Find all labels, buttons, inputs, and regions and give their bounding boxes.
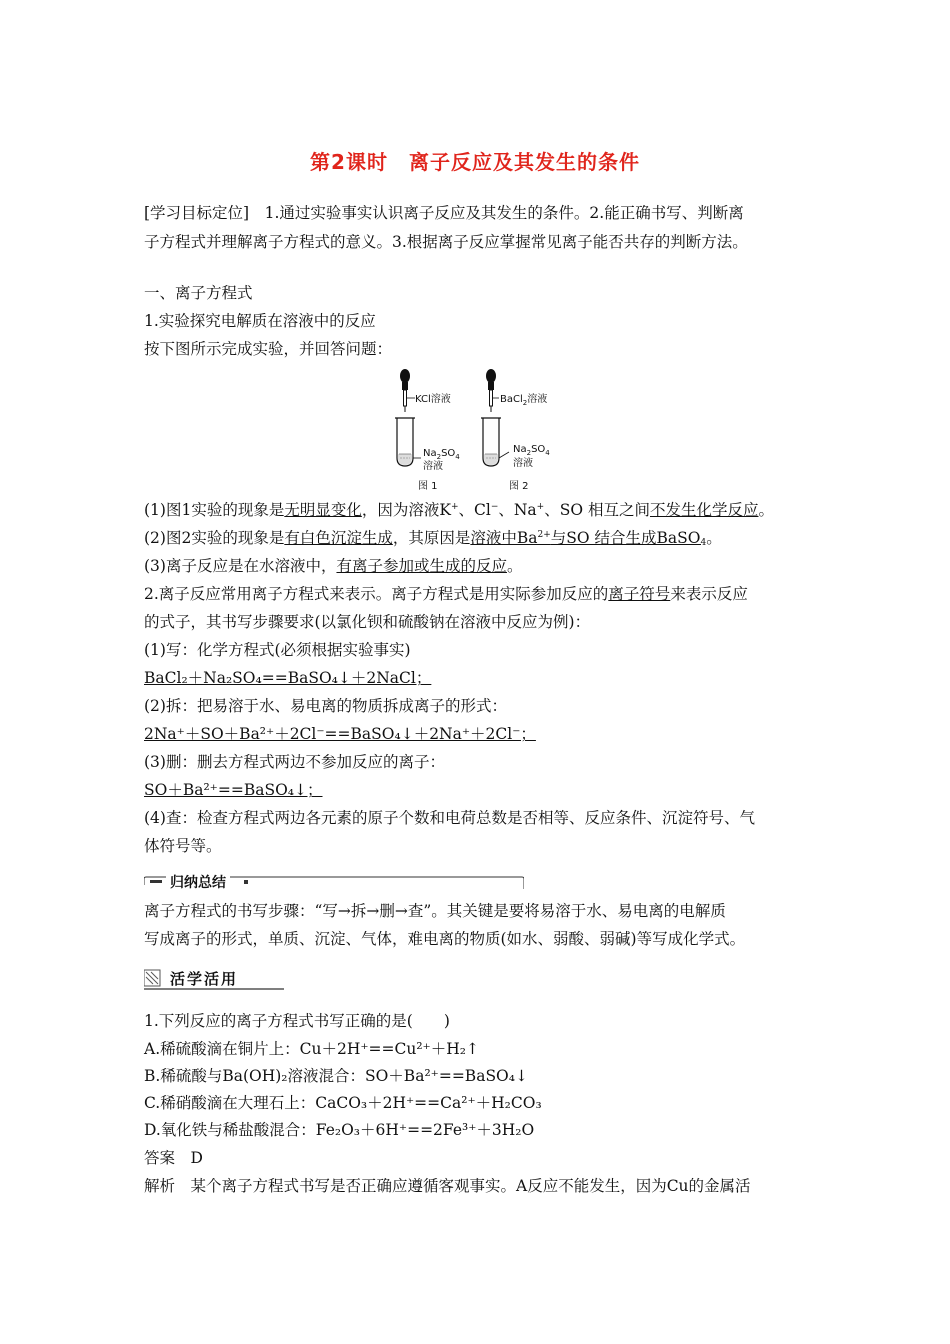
instruction-text: 按下图所示完成实验，并回答问题： [144, 340, 393, 358]
right-tube-label: $Na_2SO_4$ [513, 444, 550, 457]
objectives-line-1 [144, 203, 744, 223]
summary-label: 归纳总结 [166, 872, 230, 892]
step-write: (1)写：化学方程式(必须根据实验事实) [144, 641, 411, 659]
left-tube-label-2: 溶液 [423, 461, 443, 472]
experiment-figure [385, 362, 565, 494]
summary-header [144, 875, 524, 891]
equation-delete: SO＋Ba²⁺==BaSO₄↓； [144, 781, 323, 799]
answer-blank: 离子符号 [608, 585, 671, 603]
question-1-line: (1)图1实验的现象是无明显变化，因为溶液K+、Cl−、Na+、SO 相互之间不发生化学反应。 [144, 501, 775, 519]
dropper-right-icon [486, 369, 499, 412]
option-c: C.稀硝酸滴在大理石上：CaCO₃＋2H⁺==Ca²⁺＋H₂CO₃ [144, 1094, 542, 1112]
test-tube-right-icon [481, 418, 509, 466]
option-d: D.氧化铁与稀盐酸混合：Fe₂O₃＋6H⁺==2Fe³⁺＋3H₂O [144, 1121, 535, 1139]
question-2-line: (2)图2实验的现象是有白色沉淀生成，其原因是溶液中$Ba^{2+}$与SO 结合生成BaSO$_4$。 [144, 529, 722, 548]
paragraph-2-line-1: 2.离子反应常用离子方程式来表示。离子方程式是用实际参加反应的离子符号来表示反应 [144, 585, 748, 603]
summary-line-1: 离子方程式的书写步骤：“写→拆→删→查”。其关键是要将易溶于水、易电离的电解质 [144, 902, 726, 920]
right-reagent-label: BaCl$_2$溶液 [500, 394, 548, 407]
analysis-line: 解析 某个离子方程式书写是否正确应遵循客观事实。A反应不能发生，因为Cu的金属活 [144, 1177, 751, 1195]
step-check-2: 体符号等。 [144, 837, 222, 855]
question-stem: 1.下列反应的离子方程式书写正确的是( ) [144, 1012, 450, 1030]
figure-2-caption: 图 2 [509, 481, 529, 492]
answer-blank: 溶液中$Ba^{2+}$与SO 结合生成BaSO$_4$ [470, 529, 707, 548]
objectives-label: [学习目标定位] [144, 204, 250, 222]
step-delete: (3)删：删去方程式两边不参加反应的离子： [144, 753, 445, 771]
answer-blank: 有离子参加或生成的反应 [336, 557, 507, 575]
activity-label: 活学活用 [170, 970, 239, 988]
page-title: 第2课时 离子反应及其发生的条件 [310, 150, 640, 174]
experiment-diagram [385, 362, 565, 494]
equation-split: 2Na⁺＋SO＋Ba²⁺＋2Cl⁻==BaSO₄↓＋2Na⁺＋2Cl⁻； [144, 725, 536, 743]
option-a: A.稀硫酸滴在铜片上：Cu＋2H⁺==Cu²⁺＋H₂↑ [144, 1040, 479, 1058]
objectives-text-1: 1.通过实验事实认识离子反应及其发生的条件。2.能正确书写、判断离 [249, 204, 744, 222]
objectives-line-2: 子方程式并理解离子方程式的意义。3.根据离子反应掌握常见离子能否共存的判断方法。 [144, 233, 748, 251]
answer-blank: 无明显变化 [284, 501, 362, 519]
answer-blank: 有白色沉淀生成 [284, 529, 393, 547]
option-b: B.稀硫酸与Ba(OH)₂溶液混合：SO＋Ba²⁺==BaSO₄↓ [144, 1067, 528, 1085]
activity-header [144, 967, 284, 991]
answer-line: 答案 D [144, 1149, 203, 1167]
figure-1-caption: 图 1 [418, 481, 438, 492]
paragraph-2-line-2: 的式子，其书写步骤要求(以氯化钡和硫酸钠在溶液中反应为例)： [144, 613, 591, 631]
dropper-left-icon [400, 369, 415, 412]
section-heading: 一、离子方程式 [144, 284, 253, 302]
summary-line-2: 写成离子的形式，单质、沉淀、气体，难电离的物质(如水、弱酸、弱碱)等写成化学式。 [144, 930, 746, 948]
test-tube-left-icon [395, 418, 421, 466]
right-tube-label-2: 溶液 [513, 458, 533, 469]
left-tube-label: $Na_2SO_4$ [423, 448, 460, 461]
left-reagent-label: KCl溶液 [415, 394, 451, 405]
answer-blank: 不发生化学反应 [649, 501, 759, 519]
step-split: (2)拆：把易溶于水、易电离的物质拆成离子的形式： [144, 697, 507, 715]
question-3-line: (3)离子反应是在水溶液中，有离子参加或生成的反应。 [144, 557, 523, 575]
subsection-heading: 1.实验探究电解质在溶液中的反应 [144, 312, 376, 330]
equation-write: BaCl₂＋Na₂SO₄==BaSO₄↓＋2NaCl； [144, 669, 432, 687]
step-check-1: (4)查：检查方程式两边各元素的原子个数和电荷总数是否相等、反应条件、沉淀符号、气 [144, 809, 755, 827]
